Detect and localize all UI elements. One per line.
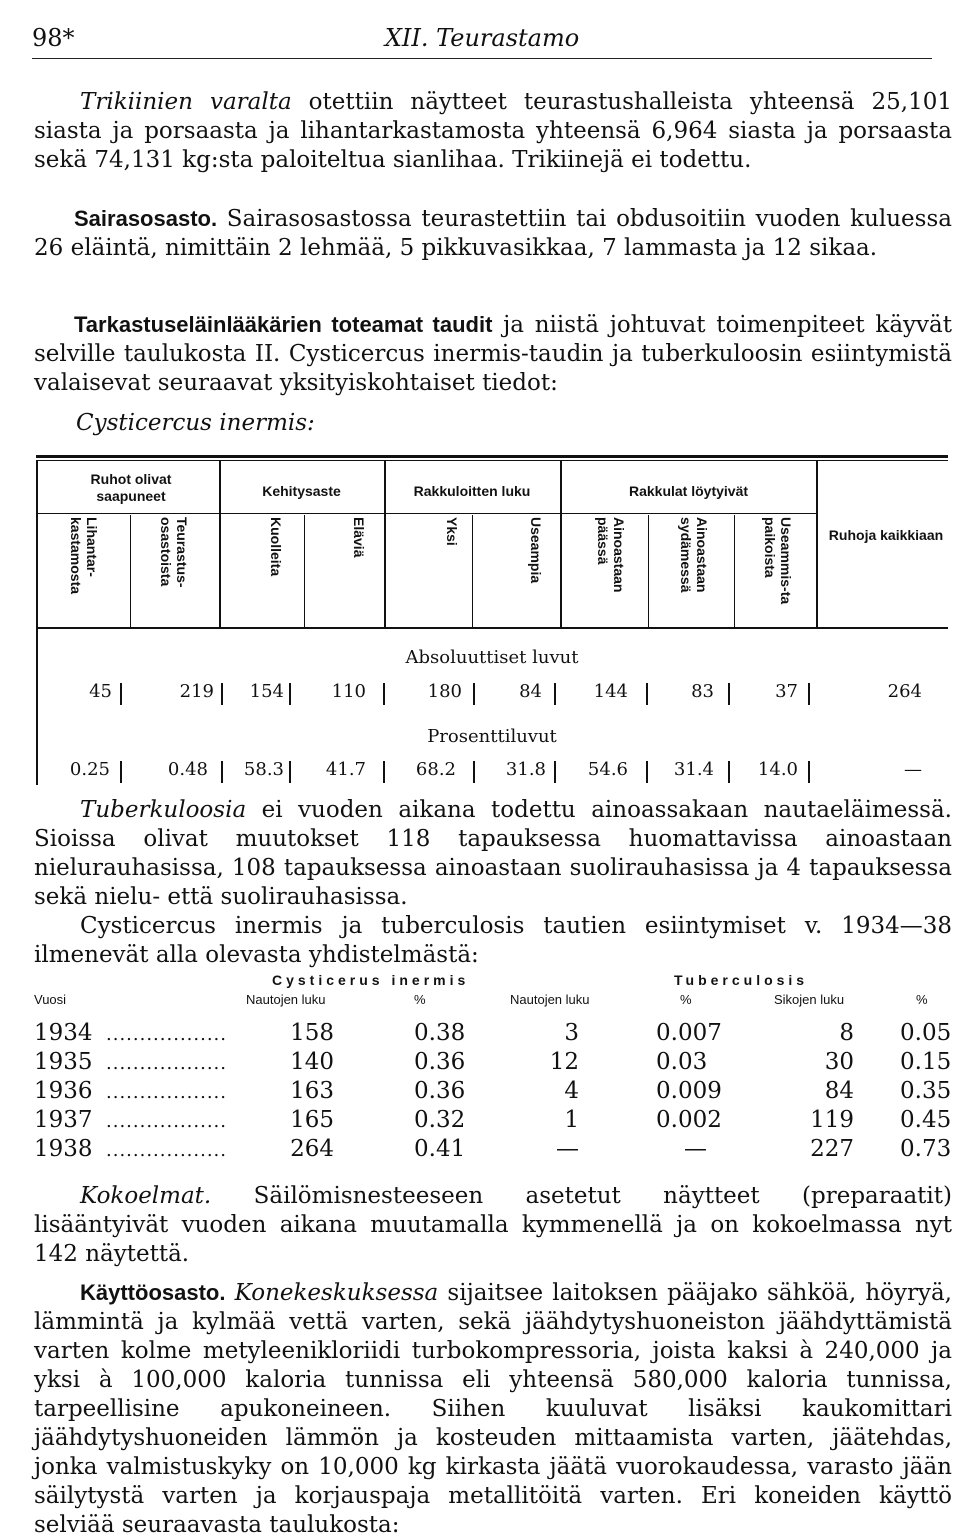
paragraph-tarkastus <box>34 310 952 398</box>
paragraph-kokoelmat <box>34 1182 952 1269</box>
cell-separator <box>473 683 475 705</box>
section-percent: Prosenttiluvut <box>427 726 557 747</box>
column-header: Eläviä <box>351 517 367 558</box>
column-divider <box>130 515 131 627</box>
cysticercus-caption: Cysticercus inermis: <box>76 410 315 436</box>
leader-dots: .................. <box>106 1082 227 1103</box>
lead-trikiini: Trikiinien varalta <box>80 89 292 115</box>
leader-dots: .................. <box>106 1053 227 1074</box>
column-divider <box>734 515 735 627</box>
year: 1935 <box>34 1049 93 1075</box>
group-header-tuberculosis: Tuberculosis <box>674 972 809 988</box>
pct-cell: — <box>904 759 922 780</box>
p2-value: 0.03 <box>656 1049 708 1075</box>
table-top-rule <box>36 455 948 458</box>
text-tarkastus: ja niistä johtuvat toimenpiteet käyvät selville taulukosta II. Cysticercus inermis-taudin ja tuberkuloosin esiintymistä valaisevat seuraavat yksityiskohtaiset tiedot: <box>34 312 952 396</box>
lead-sairasosasto: Sairasosasto. <box>74 206 218 231</box>
leader-dots: .................. <box>106 1140 227 1161</box>
column-header-p1: % <box>414 992 426 1007</box>
group-divider <box>560 461 562 627</box>
n3-value: 227 <box>810 1136 854 1162</box>
pct-cell: 58.3 <box>243 759 284 780</box>
group-divider <box>816 461 818 627</box>
n1-value: 165 <box>290 1107 334 1133</box>
n2-value: 1 <box>564 1107 579 1133</box>
n1-value: 163 <box>290 1078 334 1104</box>
p3-value: 0.45 <box>900 1107 952 1133</box>
p1-value: 0.32 <box>414 1107 466 1133</box>
cell-separator <box>383 761 385 783</box>
table-row <box>34 1136 954 1165</box>
table-head-rule <box>36 627 948 629</box>
n2-value: 4 <box>564 1078 579 1104</box>
cell-separator <box>728 683 730 705</box>
p1-value: 0.38 <box>414 1020 466 1046</box>
pct-cell: 0.25 <box>69 759 110 780</box>
yearly-table <box>34 972 954 1172</box>
column-header: Ainoastaan sydämessä <box>678 517 710 593</box>
abs-cell: 83 <box>691 681 714 702</box>
p1-value: 0.36 <box>414 1049 466 1075</box>
cell-separator <box>554 761 556 783</box>
group-divider <box>219 461 221 627</box>
lead-kokoelmat: Kokoelmat. <box>80 1183 212 1209</box>
text-trikiini: otettiin näytteet teurastushalleista yhteensä 25,101 siasta ja porsaasta ja lihantarkastamosta yhteensä 6,964 siasta ja porsaasta sekä 74,131 kg:sta paloiteltua sianlihaa. Trikiinejä ei todettu. <box>34 89 952 173</box>
cell-separator <box>221 761 223 783</box>
lead-kaytto: Käyttöosasto. <box>80 1280 226 1305</box>
p2-value: 0.002 <box>656 1107 722 1133</box>
column-header: Kuolleita <box>268 517 284 577</box>
text-kaytto: sijaitsee laitoksen pääjako sähköä, höyryä, lämmintä ja kylmää vettä varten, sekä jäähdytyshuoneiston jäähdyttämistä varten kolme metyleenikloriidi turbokompressoria, joista kaksi à 240,000 ja yksi à 100,000 kaloria tunnissa eli yhteensä 580,000 kaloria tunnissa, tarpeellisine apukoneineen. Siihen kuuluvat lisäksi kaukomittari jäähdytyshuoneiden lämmön ja kosteuden mittaamista varten, jäätehdas, jonka valmistuskyky on 10,000 kg kirkasta jäätä vuorokaudessa, varasto jään säilytystä varten ja korjauspaja metallitöitä varten. Eri koneiden käyttö selviää seuraavasta taulukosta: <box>34 1280 952 1538</box>
column-header-n3: Sikojen luku <box>774 992 845 1007</box>
page-number: 98* <box>32 24 75 52</box>
table-row <box>34 1049 954 1078</box>
lead-tuberkuloosi: Tuberkuloosia <box>80 797 247 823</box>
cell-separator <box>120 761 122 783</box>
p1-value: 0.36 <box>414 1078 466 1104</box>
column-divider <box>648 515 649 627</box>
p3-value: 0.05 <box>900 1020 952 1046</box>
cell-separator <box>383 683 385 705</box>
pct-cell: 68.2 <box>415 759 456 780</box>
cell-separator <box>554 683 556 705</box>
column-header-year: Vuosi <box>34 992 67 1007</box>
pct-cell: 14.0 <box>757 759 798 780</box>
table-row <box>34 1107 954 1136</box>
column-header-n2: Nautojen luku <box>510 992 590 1007</box>
p3-value: 0.73 <box>900 1136 952 1162</box>
abs-cell: 180 <box>427 681 462 702</box>
n2-value: — <box>556 1136 579 1162</box>
group-header-cysticerus: Cysticerus inermis <box>272 972 470 988</box>
column-header-p3: % <box>916 992 928 1007</box>
cell-separator <box>473 761 475 783</box>
abs-cell: 264 <box>887 681 922 702</box>
column-header: Yksi <box>444 517 460 546</box>
text-tuberkuloosi: ei vuoden aikana todettu ainoassakaan nautaeläimessä. Sioissa olivat muutokset 118 tapauksessa huomattavissa ainoastaan nielurauhasissa, 108 tapauksessa ainoastaan suolirauhasissa ja 4 tapauksessa sekä nielu- että suolirauhasissa. <box>34 797 952 910</box>
table-top-rule-thin <box>36 460 948 461</box>
n3-value: 84 <box>824 1078 854 1104</box>
paragraph-trikiini <box>34 88 952 175</box>
table-row <box>34 1078 954 1107</box>
year: 1938 <box>34 1136 93 1162</box>
cell-separator <box>646 683 648 705</box>
n1-value: 158 <box>290 1020 334 1046</box>
column-header: Useampia <box>528 517 544 584</box>
section-absolute: Absoluuttiset luvut <box>405 647 579 668</box>
paragraph-tuberkuloosi <box>34 796 952 912</box>
pct-cell: 31.4 <box>673 759 714 780</box>
abs-cell: 144 <box>593 681 628 702</box>
column-header-total: Ruhoja kaikkiaan <box>828 527 944 543</box>
n2-value: 3 <box>564 1020 579 1046</box>
leader-dots: .................. <box>106 1024 227 1045</box>
cell-separator <box>120 683 122 705</box>
leader-dots: .................. <box>106 1111 227 1132</box>
abs-cell: 219 <box>179 681 214 702</box>
column-divider <box>304 515 305 627</box>
cell-separator <box>289 683 291 705</box>
abs-cell: 45 <box>89 681 112 702</box>
p2-value: — <box>684 1136 707 1162</box>
abs-cell: 84 <box>519 681 542 702</box>
pct-cell: 31.8 <box>505 759 546 780</box>
year: 1936 <box>34 1078 93 1104</box>
paragraph-yhdistelma <box>34 912 952 970</box>
p2-value: 0.009 <box>656 1078 722 1104</box>
group-header-saapuneet: Ruhot olivat saapuneet <box>90 471 172 504</box>
paragraph-kaytto <box>34 1278 952 1540</box>
n3-value: 119 <box>810 1107 854 1133</box>
column-divider <box>472 515 473 627</box>
group-header-rakkulat: Rakkulat löytyivät <box>628 483 749 499</box>
lead-konekeskus: Konekeskuksessa <box>234 1280 439 1306</box>
lead-tarkastus: Tarkastuseläinlääkärien toteamat taudit <box>74 312 493 337</box>
n2-value: 12 <box>549 1049 579 1075</box>
n1-value: 140 <box>290 1049 334 1075</box>
n3-value: 8 <box>839 1020 854 1046</box>
p3-value: 0.15 <box>900 1049 952 1075</box>
abs-cell: 154 <box>249 681 284 702</box>
column-header: Teurastus-osastoista <box>158 517 190 588</box>
p1-value: 0.41 <box>414 1136 466 1162</box>
group-divider <box>384 461 386 627</box>
column-header-n1: Nautojen luku <box>246 992 326 1007</box>
pct-cell: 41.7 <box>325 759 366 780</box>
pct-cell: 54.6 <box>587 759 628 780</box>
n1-value: 264 <box>290 1136 334 1162</box>
cell-separator <box>221 683 223 705</box>
column-header: Ainoastaan päässä <box>595 517 627 593</box>
year: 1934 <box>34 1020 93 1046</box>
text-yhdistelma: Cysticercus inermis ja tuberculosis tautien esiintymiset v. 1934—38 ilmenevät alla olevasta yhdistelmästä: <box>34 913 952 968</box>
cell-separator <box>728 761 730 783</box>
cell-separator <box>808 683 810 705</box>
column-header-p2: % <box>680 992 692 1007</box>
p2-value: 0.007 <box>656 1020 722 1046</box>
text-kokoelmat: Säilömisnesteeseen asetetut näytteet (preparaatit) lisääntyivät vuoden aikana muutamalla kymmenellä ja on kokoelmassa nyt 142 näytettä. <box>34 1183 952 1267</box>
cell-separator <box>646 761 648 783</box>
cysticercus-table <box>36 455 948 785</box>
table-row <box>34 1020 954 1049</box>
n3-value: 30 <box>824 1049 854 1075</box>
pct-cell: 0.48 <box>167 759 208 780</box>
paragraph-sairasosasto <box>34 204 952 263</box>
table-group-rule <box>36 513 818 514</box>
abs-cell: 110 <box>331 681 366 702</box>
abs-cell: 37 <box>775 681 798 702</box>
column-header: Useammis-ta paikoista <box>762 517 794 605</box>
column-header: Lihantar-kastamosta <box>68 517 100 595</box>
chapter-title: XII. Teurastamo <box>384 24 580 52</box>
p3-value: 0.35 <box>900 1078 952 1104</box>
cell-separator <box>289 761 291 783</box>
year: 1937 <box>34 1107 93 1133</box>
cell-separator <box>808 761 810 783</box>
page-header <box>32 18 932 59</box>
group-header-kehitysaste: Kehitysaste <box>262 483 341 499</box>
text-sairasosasto: Sairasosastossa teurastettiin tai obdusoitiin vuoden kuluessa 26 eläintä, nimittäin 2 lehmää, 5 pikkuvasikkaa, 7 lammasta ja 12 sikaa. <box>34 206 952 261</box>
group-header-rakkuloitten: Rakkuloitten luku <box>413 483 531 499</box>
